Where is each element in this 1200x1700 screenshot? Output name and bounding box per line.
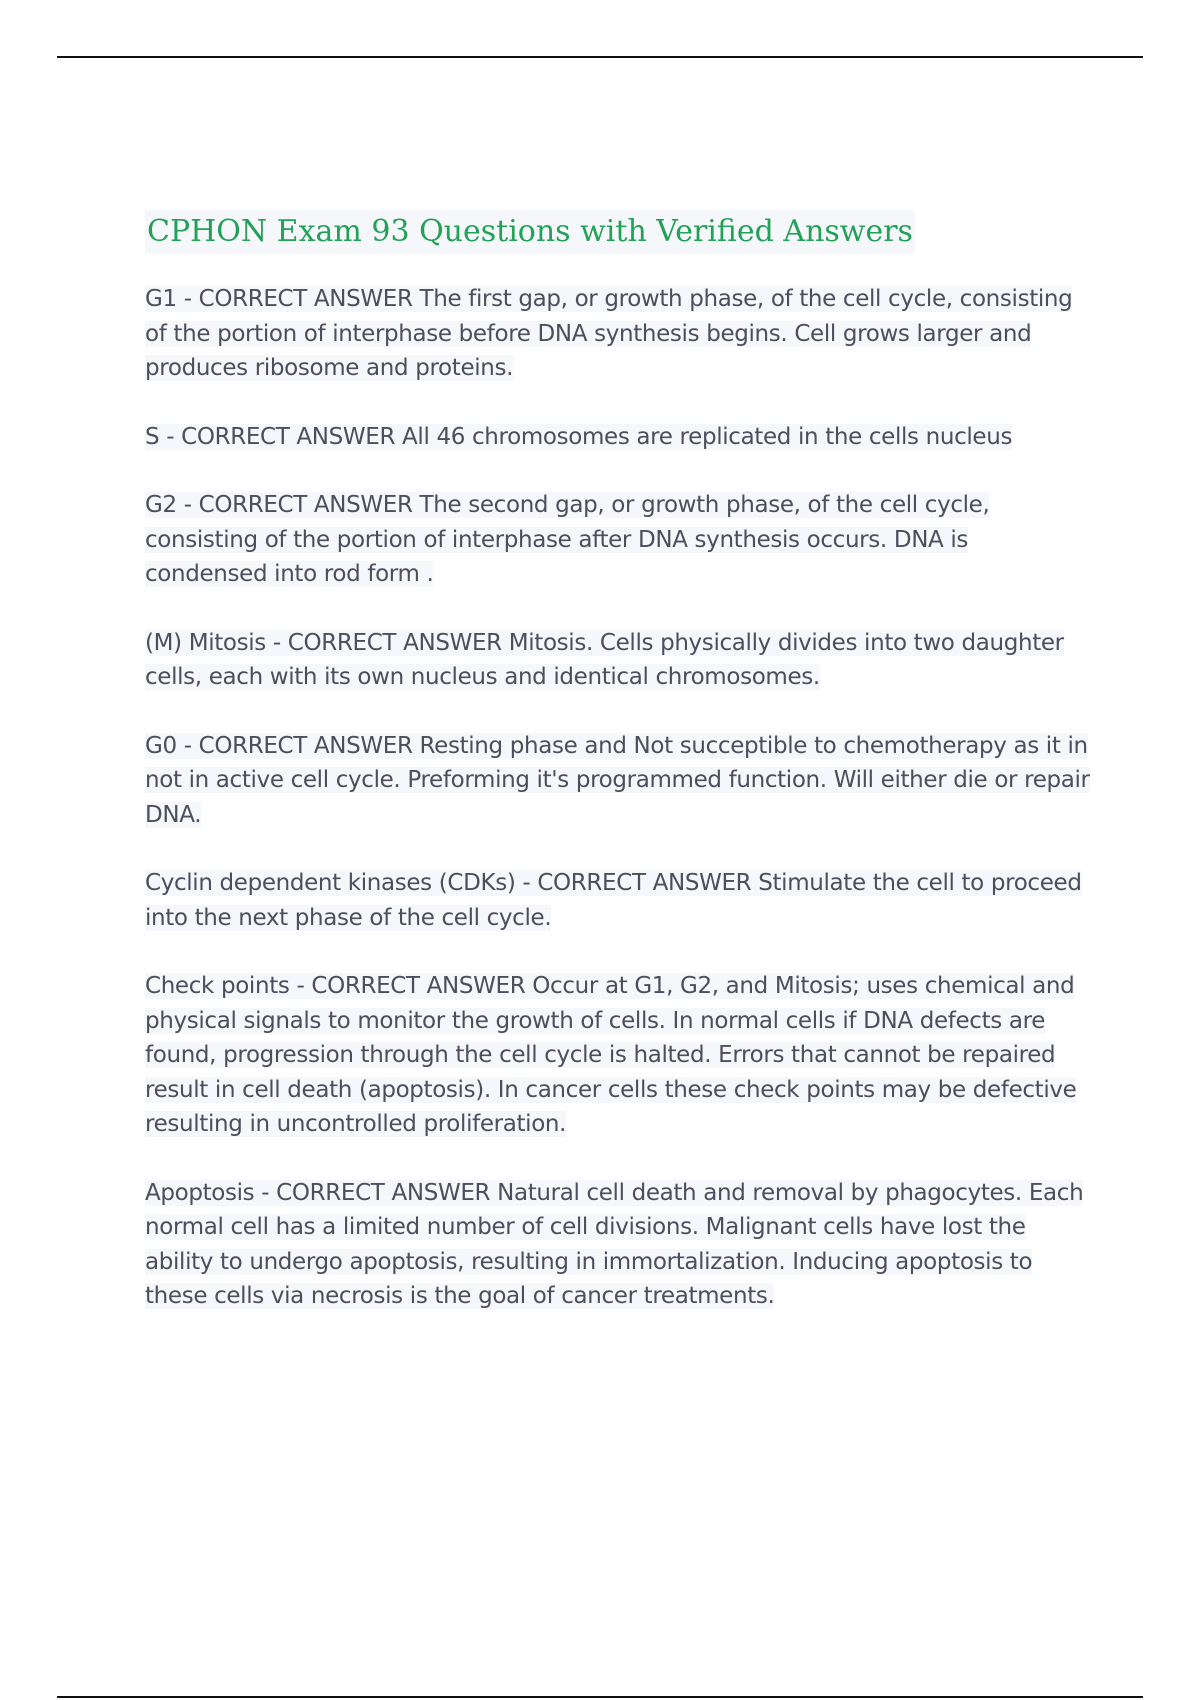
qa-item-apoptosis [145, 1176, 1095, 1314]
document-title: CPHON Exam 93 Questions with Verified Answers [145, 210, 915, 254]
qa-item-s [145, 420, 1095, 455]
footer-rule [57, 1696, 1143, 1698]
qa-item-check-points [145, 969, 1095, 1142]
qa-item-text: (M) Mitosis - CORRECT ANSWER Mitosis. Cells physically divides into two daughter cells, each with its own nucleus and identical chromosomes. [145, 629, 1064, 690]
qa-item-mitosis [145, 626, 1095, 695]
qa-item-text: G0 - CORRECT ANSWER Resting phase and Not succeptible to chemotherapy as it in not in active cell cycle. Preforming it's programmed function. Will either die or repair DNA. [145, 732, 1090, 828]
qa-list [145, 282, 1095, 1314]
qa-item-text: Apoptosis - CORRECT ANSWER Natural cell death and removal by phagocytes. Each normal cell has a limited number of cell divisions. Malignant cells have lost the ability to undergo apoptosis, resulting in immortalization. Inducing apoptosis to these cells via necrosis is the goal of cancer treatments. [145, 1179, 1084, 1309]
qa-item-cdks [145, 866, 1095, 935]
header-rule [57, 56, 1143, 58]
qa-item-text: G2 - CORRECT ANSWER The second gap, or growth phase, of the cell cycle, consisting of the portion of interphase after DNA synthesis occurs. DNA is condensed into rod form . [145, 492, 990, 587]
qa-item-g2 [145, 488, 1095, 592]
qa-item-g1 [145, 282, 1095, 386]
document-body [145, 210, 1095, 1348]
qa-item-g0 [145, 729, 1095, 833]
qa-item-text: S - CORRECT ANSWER All 46 chromosomes are replicated in the cells nucleus [145, 423, 1013, 450]
qa-item-text: Cyclin dependent kinases (CDKs) - CORRECT ANSWER Stimulate the cell to proceed into the next phase of the cell cycle. [145, 870, 1082, 931]
qa-item-text: Check points - CORRECT ANSWER Occur at G1, G2, and Mitosis; uses chemical and physical signals to monitor the growth of cells. In normal cells if DNA defects are found, progression through the cell cycle is halted. Errors that cannot be repaired result in cell death (apoptosis). In cancer cells these check points may be defective resulting in uncontrolled proliferation. [145, 973, 1077, 1137]
qa-item-text: G1 - CORRECT ANSWER The first gap, or growth phase, of the cell cycle, consisting of the portion of interphase before DNA synthesis begins. Cell grows larger and produces ribosome and proteins. [145, 286, 1073, 381]
